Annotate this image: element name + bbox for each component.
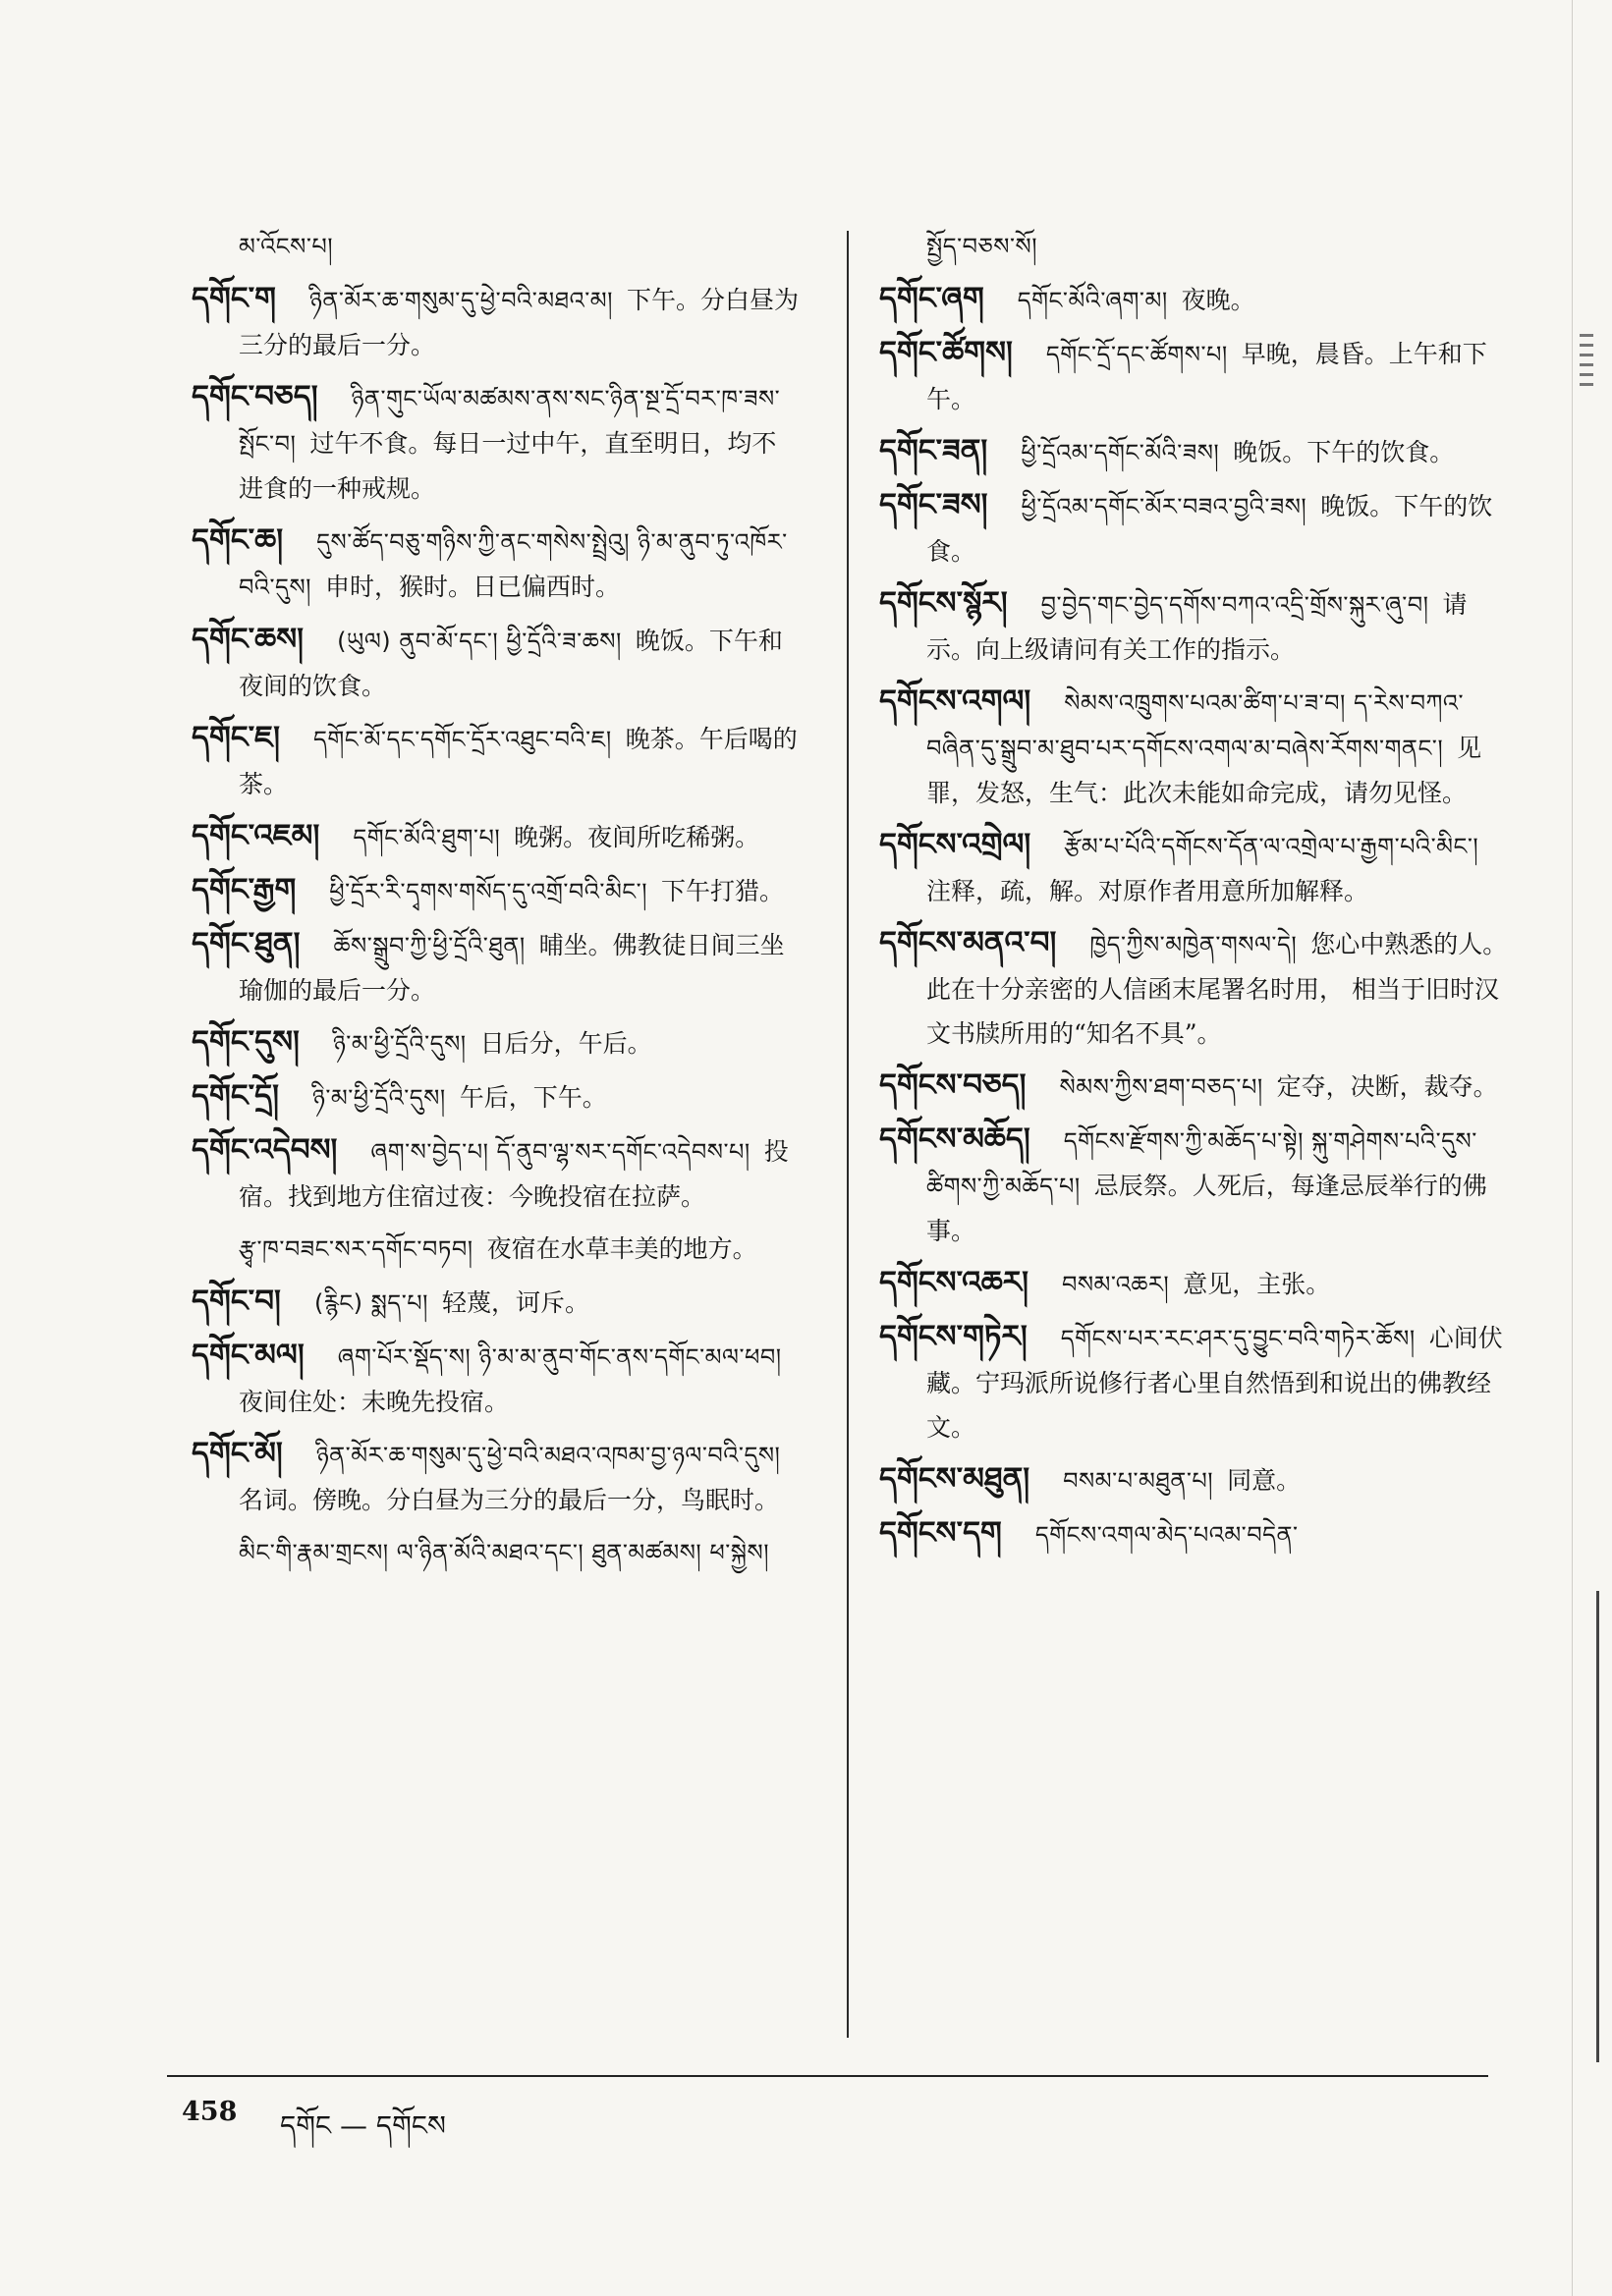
entry-headword: དགོང་འཇམ།	[192, 818, 320, 853]
entry-headword: དགོང་འདེབས།	[192, 1132, 338, 1168]
entry-headword: དགོངས་མཆོད།	[879, 1121, 1030, 1157]
dictionary-entry	[879, 224, 1508, 269]
entry-chinese-definition: 晡坐。佛教徒日间三坐瑜伽的最后一分。	[239, 931, 785, 1005]
entry-chinese-definition: 下午打猎。	[661, 877, 785, 905]
entry-tibetan-definition: སྤྱོད་བཅས་སོ།	[926, 233, 1038, 260]
entry-tibetan-definition: ཕྱི་དྲོའམ་དགོང་མོའི་ཟས།	[1021, 439, 1220, 466]
entry-headword: དགོང་དྲོ།	[192, 1078, 280, 1114]
dictionary-entry	[192, 1128, 801, 1219]
entry-tibetan-definition: ཕྱི་དྲོར་རི་དྭགས་གསོད་དུ་འགྲོ་བའི་མིང་།	[329, 878, 648, 905]
dictionary-entry	[192, 814, 801, 860]
entry-chinese-definition: 意见，主张。	[1183, 1270, 1331, 1298]
dictionary-entry	[192, 277, 801, 367]
dictionary-entry	[879, 921, 1508, 1056]
entry-tibetan-definition: དགོངས་པར་རང་ཤར་དུ་བྱུང་བའི་གཏེར་ཆོས།	[1060, 1325, 1416, 1352]
entry-tibetan-definition: དགོང་དྲོ་དང་ཚོགས་པ།	[1045, 341, 1228, 368]
entry-chinese-definition: 晚饭。下午和夜间的饮食。	[239, 627, 783, 700]
scan-edge-line	[1572, 0, 1573, 2296]
entry-tibetan-definition: རྩོམ་པ་པོའི་དགོངས་དོན་ལ་འགྲེལ་པ་རྒྱག་པའི་མིང་།	[1064, 833, 1479, 860]
dictionary-entry	[192, 1334, 801, 1424]
dictionary-entry	[192, 868, 801, 914]
entry-tibetan-definition: (རྙིང) སྨད་པ།	[313, 1289, 428, 1317]
dictionary-entry	[192, 618, 801, 708]
entry-headword: དགོང་ཐུན།	[192, 926, 301, 961]
entry-chinese-definition: 晚饭。下午的饮食。	[1233, 438, 1455, 466]
entry-chinese-definition: 晚茶。午后喝的茶。	[239, 725, 798, 798]
dictionary-entry	[879, 1511, 1508, 1558]
dictionary-entry	[192, 1074, 801, 1121]
dictionary-entry	[879, 680, 1508, 815]
column-divider	[847, 231, 849, 2038]
entry-chinese-definition: 晚饭。下午的饮食。	[926, 492, 1493, 566]
entry-chinese-definition: 名词。傍晚。分白昼为三分的最后一分，鸟眠时。	[239, 1486, 780, 1514]
dictionary-entry	[879, 1261, 1508, 1307]
dictionary-entry	[879, 1064, 1508, 1110]
entry-tibetan-definition: དུས་ཚོད་བཅུ་གཉིས་ཀྱི་ནང་གསེས་སྤྲེའུ། ཉི་མ་ནུབ་ཏུ་འཁོར་བའི་དུས།	[239, 528, 788, 601]
entry-tibetan-definition: བསམ་འཆར།	[1061, 1271, 1170, 1298]
entry-headword: དགོང་ཟན།	[879, 433, 988, 468]
entry-tibetan-definition: དགོང་མོའི་ཞག་མ།	[1017, 287, 1168, 314]
dictionary-entry	[192, 1530, 801, 1575]
entry-headword: དགོངས་སྙོར།	[879, 585, 1008, 621]
entry-headword: དགོངས་འཆར།	[879, 1265, 1028, 1300]
entry-headword: དགོང་བཅད།	[192, 379, 318, 414]
dictionary-entry	[192, 1280, 801, 1326]
entry-chinese-definition: 过午不食。每日一过中午，直至明日，均不进食的一种戒规。	[239, 429, 777, 503]
dictionary-entry	[192, 716, 801, 806]
dictionary-entry	[192, 1432, 801, 1522]
entry-headword: དགོང་ཚོགས།	[879, 335, 1013, 370]
entry-tibetan-definition: ཉི་མ་ཕྱི་དྲོའི་དུས།	[332, 1030, 467, 1058]
entry-headword: དགོང་ཟས།	[879, 487, 988, 522]
entry-headword: དགོང་རྒྱག	[192, 872, 297, 907]
entry-tibetan-definition: ཞག་ས་བྱེད་པ། དོ་ནུབ་ལྷ་སར་དགོང་འདེབས་པ།	[370, 1138, 750, 1166]
entry-chinese-definition: 夜宿在水草丰美的地方。	[486, 1234, 757, 1263]
entry-tibetan-definition: དགོང་མོའི་ཐུག་པ།	[353, 824, 501, 851]
dictionary-entry	[879, 429, 1508, 475]
entry-headword: དགོངས་མནའ་བ།	[879, 925, 1057, 960]
dictionary-entry	[879, 1118, 1508, 1253]
dictionary-entry	[879, 823, 1508, 913]
entry-headword: དགོང་ཞག	[879, 281, 984, 316]
page-number: 458	[182, 2097, 238, 2127]
entry-headword: དགོང་བ།	[192, 1284, 281, 1319]
entry-tibetan-definition: བསམ་པ་མཐུན་པ།	[1063, 1467, 1214, 1495]
entry-headword: དགོང་ཆ།	[192, 522, 284, 558]
entry-chinese-definition: 同意。	[1227, 1466, 1302, 1495]
entry-tibetan-definition: (ཡུལ) ནུབ་མོ་དང་། ཕྱི་དྲོའི་ཟ་ཆས།	[337, 628, 622, 655]
entry-chinese-definition: 下午。分白昼为三分的最后一分。	[239, 286, 799, 359]
entry-chinese-definition: 心间伏藏。宁玛派所说修行者心里自然悟到和说出的佛教经文。	[926, 1324, 1503, 1442]
entry-chinese-definition: 投宿。找到地方住宿过夜：今晚投宿在拉萨。	[239, 1137, 789, 1211]
dictionary-entry	[192, 922, 801, 1012]
entry-headword: དགོང་དུས།	[192, 1024, 300, 1060]
binding-rule	[1596, 1591, 1599, 2062]
dictionary-entry	[192, 375, 801, 511]
entry-chinese-definition: 您心中熟悉的人。 此在十分亲密的人信函末尾署名时用， 相当于旧时汉文书牍所用的“知名不具”。	[926, 930, 1508, 1048]
entry-tibetan-definition: རྩྭ་ཁ་བཟང་སར་དགོང་བཏབ།	[239, 1235, 473, 1263]
entry-headword: དགོངས་དག	[879, 1515, 1002, 1551]
entry-chinese-definition: 夜晚。	[1181, 286, 1255, 314]
entry-chinese-definition: 午后，下午。	[459, 1083, 607, 1112]
entry-headword: དགོང་ཆས།	[192, 622, 305, 657]
entry-chinese-definition: 请示。向上级请问有关工作的指示。	[926, 590, 1468, 664]
entry-headword: དགོངས་མཐུན།	[879, 1461, 1030, 1497]
entry-tibetan-definition: ཞག་པོར་སྡོད་ས། ཉི་མ་མ་ནུབ་གོང་ནས་དགོང་མལ་ཕབ།	[337, 1343, 782, 1371]
entry-tibetan-definition: ཁྱེད་ཀྱིས་མཁྱེན་གསལ་དེ།	[1089, 931, 1298, 958]
entry-tibetan-definition: བྱ་བྱེད་གང་བྱེད་དགོས་བཀའ་འདྲི་གྲོས་སྐུར་ཞུ་བ།	[1040, 591, 1429, 619]
entry-chinese-definition: 忌辰祭。人死后，每逢忌辰举行的佛事。	[926, 1172, 1487, 1245]
entry-chinese-definition: 注释，疏，解。对原作者用意所加解释。	[926, 877, 1369, 905]
entry-tibetan-definition: ཉིན་མོར་ཆ་གསུམ་དུ་ཕྱེ་བའི་མཐའ་མ།	[309, 287, 613, 314]
entry-tibetan-definition: ཉིན་གུང་ཡོལ་མཚམས་ནས་སང་ཉིན་སྔ་དྲོ་བར་ཁ་ཟས་སྤོང་བ།	[239, 385, 781, 458]
entry-tibetan-definition: མ་འོངས་པ།	[239, 233, 334, 260]
entry-chinese-definition: 轻蔑，诃斥。	[441, 1288, 589, 1317]
entry-chinese-definition: 定夺，决断，裁夺。	[1276, 1072, 1498, 1101]
entry-chinese-definition: 申时，猴时。日已偏西时。	[324, 573, 620, 601]
entry-tibetan-definition: དགོངས་རྫོགས་ཀྱི་མཆོད་པ་སྟེ། སྐུ་གཤེགས་པའི་དུས་ཚིགས་ཀྱི་མཆོད་པ།	[926, 1127, 1477, 1200]
dictionary-entry	[879, 277, 1508, 323]
running-head: དགོང — དགོངས	[280, 2109, 446, 2142]
edge-tick-marks	[1580, 334, 1593, 393]
dictionary-entry	[192, 519, 801, 610]
dictionary-entry	[192, 224, 801, 269]
dictionary-entry	[879, 483, 1508, 574]
entry-chinese-definition: 晚粥。夜间所吃稀粥。	[514, 823, 760, 851]
dictionary-entry	[192, 1020, 801, 1066]
dictionary-entry	[879, 581, 1508, 672]
entry-chinese-definition: 夜间住处：未晚先投宿。	[239, 1388, 510, 1416]
entry-chinese-definition: 早晚，晨昏。上午和下午。	[926, 340, 1487, 413]
left-column	[192, 224, 801, 1583]
dictionary-entry	[879, 1315, 1508, 1449]
dictionary-entry	[879, 331, 1508, 421]
entry-headword: དགོང་ག	[192, 281, 276, 316]
dictionary-entry	[192, 1227, 801, 1272]
entry-tibetan-definition: དགོངས་འགལ་མེད་པའམ་བདེན་	[1034, 1521, 1299, 1549]
footer-rule	[167, 2075, 1488, 2077]
entry-headword: དགོངས་འགྲེལ།	[879, 827, 1031, 862]
entry-tibetan-definition: མིང་གི་རྣམ་གྲངས། ལ་ཉིན་མོའི་མཐའ་དང་། ཐུན་མཚམས། ཕ་སྐྱེས།	[239, 1539, 770, 1566]
entry-headword: དགོངས་བཅད།	[879, 1067, 1027, 1103]
entry-tibetan-definition: སེམས་ཀྱིས་ཐག་བཅད་པ།	[1059, 1073, 1263, 1101]
entry-chinese-definition: 见罪，发怒，生气：此次未能如命完成，请勿见怪。	[926, 734, 1482, 807]
entry-headword: དགོང་ཇ།	[192, 720, 280, 755]
entry-headword: དགོངས་གཏེར།	[879, 1319, 1028, 1354]
entry-tibetan-definition: ཉིན་མོར་ཆ་གསུམ་དུ་ཕྱེ་བའི་མཐའ་འཁམ་བྱ་ཉལ་བའི་དུས།	[315, 1442, 781, 1469]
entry-tibetan-definition: ཕྱི་དྲོའམ་དགོང་མོར་བཟའ་བྱའི་ཟས།	[1021, 493, 1307, 520]
right-column	[879, 224, 1508, 1565]
entry-headword: དགོང་མལ།	[192, 1338, 305, 1373]
entry-headword: དགོངས་འགལ།	[879, 683, 1031, 719]
entry-headword: དགོང་མོ།	[192, 1436, 283, 1471]
entry-tibetan-definition: སེམས་འཁྲུགས་པའམ་ཚིག་པ་ཟ་བ། ད་རེས་བཀའ་བཞིན་དུ་སྒྲུབ་མ་ཐུབ་པར་དགོངས་འགལ་མ་བཞེས་རོགས་གནང་།	[926, 689, 1465, 762]
entry-tibetan-definition: ཆོས་སྒྲུབ་ཀྱི་ཕྱི་དྲོའི་ཐུན།	[333, 932, 526, 959]
entry-tibetan-definition: ཉི་མ་ཕྱི་དྲོའི་དུས།	[312, 1084, 446, 1112]
dictionary-entry	[879, 1457, 1508, 1503]
entry-tibetan-definition: དགོང་མོ་དང་དགོང་དྲོར་འཐུང་བའི་ཇ།	[312, 726, 612, 753]
entry-chinese-definition: 日后分，午后。	[479, 1029, 652, 1058]
